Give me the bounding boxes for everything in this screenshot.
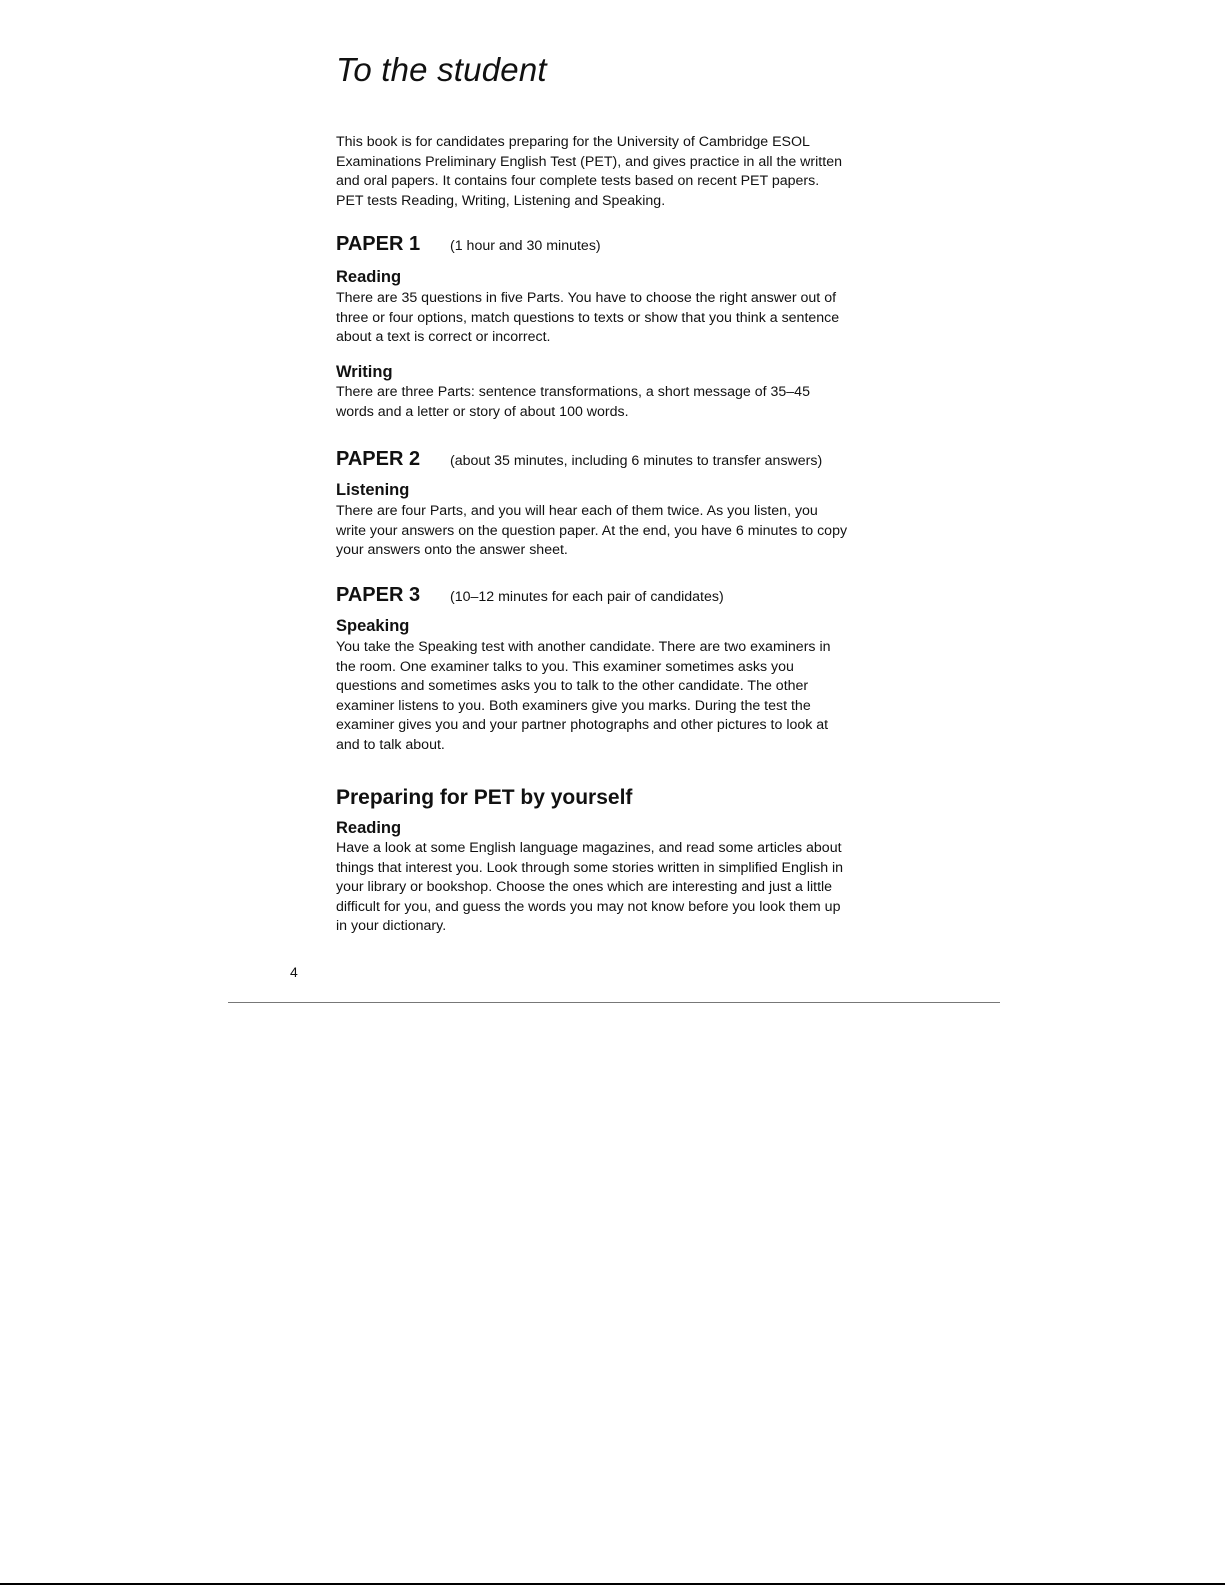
intro-paragraph <box>336 133 896 211</box>
paper-2-heading <box>336 448 822 471</box>
paper-3-speaking-paragraph <box>336 638 896 755</box>
preparing-reading-paragraph <box>336 839 896 937</box>
paper-1-writing-paragraph <box>336 383 896 422</box>
paragraph-line: about a text is correct or incorrect. <box>336 329 551 345</box>
paragraph-line: three or four options, match questions to texts or show that you think a sentence <box>336 309 840 326</box>
intro-line: Examinations Preliminary English Test (PET), and gives practice in all the written <box>336 153 842 170</box>
paragraph-line: Have a look at some English language magazines, and read some articles about <box>336 840 842 856</box>
paper-1-label: PAPER 1 <box>336 233 421 255</box>
paragraph-line: things that interest you. Look through some stories written in simplified English in <box>336 859 844 876</box>
paragraph-line: difficult for you, and guess the words you may not know before you look them up <box>336 898 841 915</box>
paper-1-heading <box>336 233 601 256</box>
paragraph-line: words and a letter or story of about 100 words. <box>336 403 629 420</box>
paper-2-duration: (about 35 minutes, including 6 minutes to transfer answers) <box>450 453 823 469</box>
paragraph-line: There are 35 questions in five Parts. You have to choose the right answer out of <box>336 290 837 306</box>
page-title: To the student <box>336 51 547 88</box>
intro-line: and oral papers. It contains four complete tests based on recent PET papers. <box>336 173 820 189</box>
paragraph-line: and to talk about. <box>336 736 445 753</box>
paragraph-line: in your dictionary. <box>336 918 447 934</box>
intro-line: PET tests Reading, Writing, Listening and Speaking. <box>336 192 666 209</box>
preparing-section-heading: Preparing for PET by yourself <box>336 786 633 809</box>
paragraph-line: your library or bookshop. Choose the ones which are interesting and just a little <box>336 879 833 895</box>
intro-line: This book is for candidates preparing for the University of Cambridge ESOL <box>336 134 810 150</box>
paragraph-line: There are three Parts: sentence transformations, a short message of 35–45 <box>336 384 810 400</box>
paper-2-listening-heading: Listening <box>336 481 410 499</box>
paragraph-line: examiner listens to you. Both examiners give you marks. During the test the <box>336 697 811 714</box>
paper-3-heading <box>336 584 724 607</box>
paper-2-listening-paragraph <box>336 502 896 561</box>
paper-2-label: PAPER 2 <box>336 448 421 470</box>
paragraph-line: You take the Speaking test with another candidate. There are two examiners in <box>336 639 831 655</box>
paragraph-line: examiner gives you and your partner photographs and other pictures to look at <box>336 717 829 733</box>
page-number: 4 <box>290 964 298 980</box>
paragraph-line: your answers onto the answer sheet. <box>336 542 568 558</box>
paragraph-line: questions and sometimes asks you to talk to the other candidate. The other <box>336 678 809 694</box>
paragraph-line: There are four Parts, and you will hear each of them twice. As you listen, you <box>336 503 818 519</box>
paper-1-reading-paragraph <box>336 289 896 348</box>
page-divider <box>228 1002 1000 1003</box>
paper-3-speaking-heading: Speaking <box>336 617 410 635</box>
preparing-reading-heading: Reading <box>336 819 402 837</box>
paragraph-line: write your answers on the question paper. At the end, you have 6 minutes to copy <box>336 522 848 539</box>
paper-3-label: PAPER 3 <box>336 584 421 606</box>
paper-1-reading-heading: Reading <box>336 268 402 286</box>
paper-3-duration: (10–12 minutes for each pair of candidates) <box>450 589 724 605</box>
paper-1-writing-heading: Writing <box>336 363 393 381</box>
paragraph-line: the room. One examiner talks to you. This examiner sometimes asks you <box>336 658 794 675</box>
paper-1-duration: (1 hour and 30 minutes) <box>450 238 601 254</box>
